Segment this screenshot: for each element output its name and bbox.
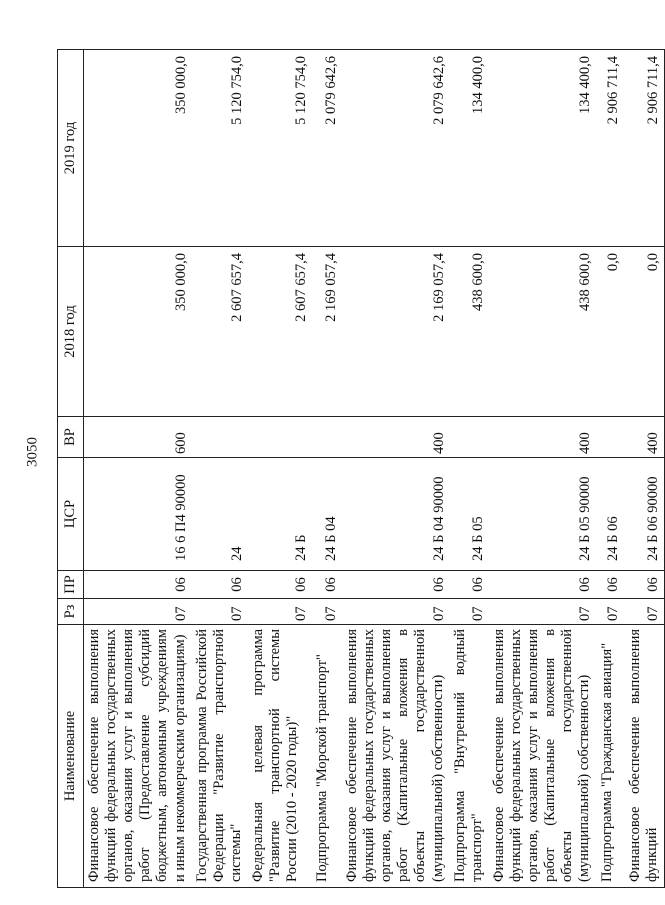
header-rz: Рз: [58, 599, 84, 625]
table-row: [248, 50, 312, 888]
table-row: [342, 50, 450, 888]
row-rz: 07: [342, 599, 450, 625]
row-csr-text: 24 Б 06 90000: [644, 476, 661, 561]
row-2018: 2 169 057,4: [342, 247, 450, 417]
row-vr: 400: [625, 417, 665, 458]
table-header-row: [58, 50, 84, 888]
table-row: [450, 50, 489, 888]
row-csr: [84, 458, 192, 571]
row-csr-text: 24 Б: [292, 534, 309, 561]
row-vr: 400: [342, 417, 450, 458]
table-row: [597, 50, 625, 888]
header-2018: 2018 год: [58, 247, 84, 417]
row-vr: [450, 417, 489, 458]
row-name: Финансовое обеспечение выполнения функций: [625, 625, 665, 888]
row-name: Федеральная целевая программа "Развитие транспортной системы России (2010 - 2020 годы)": [248, 625, 312, 888]
row-pr: 06: [342, 571, 450, 599]
row-pr: 06: [84, 571, 192, 599]
table-row: [312, 50, 342, 888]
row-rz: 07: [312, 599, 342, 625]
row-2019: 134 400,0: [489, 50, 597, 247]
row-rz: 07: [489, 599, 597, 625]
row-csr-text: 24 Б 06: [605, 516, 622, 561]
table-row: [84, 50, 192, 888]
row-2018: 2 169 057,4: [312, 247, 342, 417]
row-name: Подпрограмма "Гражданская авиация": [597, 625, 625, 888]
header-name: Наименование: [58, 625, 84, 888]
table-row: [489, 50, 597, 888]
table-row: [192, 50, 248, 888]
row-2018: 0,0: [597, 247, 625, 417]
row-vr: [192, 417, 248, 458]
page-number: 3050: [24, 437, 41, 467]
row-vr: [248, 417, 312, 458]
row-pr: 06: [450, 571, 489, 599]
row-csr-text: 24 Б 04 90000: [430, 476, 447, 561]
row-2018: 350 000,0: [84, 247, 192, 417]
row-pr: 06: [625, 571, 665, 599]
row-pr: 06: [597, 571, 625, 599]
header-vr: ВР: [58, 417, 84, 458]
row-csr-text: 24 Б 04: [322, 516, 339, 561]
row-csr: [625, 458, 665, 571]
row-2019: 2 906 711,4: [597, 50, 625, 247]
row-csr: [597, 458, 625, 571]
row-vr: 400: [489, 417, 597, 458]
row-csr-text: 24 Б 05 90000: [577, 476, 594, 561]
row-2019: 134 400,0: [450, 50, 489, 247]
row-name: Финансовое обеспечение выполнения функций федеральных государственных органов, оказания услуг и выполнения работ (Предоставление субсидий бюджетным, автономным учреждениям и иным некоммерческим организациям): [84, 625, 192, 888]
row-name: Государственная программа Российской Федерации "Развитие транспортной системы": [192, 625, 248, 888]
row-rz: 07: [597, 599, 625, 625]
row-2018: 0,0: [625, 247, 665, 417]
row-2019: 350 000,0: [84, 50, 192, 247]
row-2019: 2 906 711,4: [625, 50, 665, 247]
row-rz: 07: [450, 599, 489, 625]
row-csr-text: 24 Б 05: [469, 516, 486, 561]
row-csr: [450, 458, 489, 571]
row-rz: 07: [192, 599, 248, 625]
row-csr: [342, 458, 450, 571]
row-rz: 07: [248, 599, 312, 625]
row-name: Подпрограмма "Морской транспорт": [312, 625, 342, 888]
row-2019: 5 120 754,0: [248, 50, 312, 247]
row-csr-text: 16 6 П4 90000: [172, 474, 189, 561]
row-rz: 07: [625, 599, 665, 625]
row-csr: [248, 458, 312, 571]
row-rz: 07: [84, 599, 192, 625]
row-2018: 2 607 657,4: [248, 247, 312, 417]
row-csr: [489, 458, 597, 571]
row-csr: [312, 458, 342, 571]
header-csr: ЦСР: [58, 458, 84, 571]
budget-table: [57, 49, 665, 888]
row-csr: [192, 458, 248, 571]
row-pr: 06: [248, 571, 312, 599]
row-2018: 438 600,0: [489, 247, 597, 417]
row-name: Финансовое обеспечение выполнения функций федеральных государственных органов, оказания услуг и выполнения работ (Капитальные вложения в объекты государственной (муниципальной) собственности): [489, 625, 597, 888]
row-name: Финансовое обеспечение выполнения функций федеральных государственных органов, оказания услуг и выполнения работ (Капитальные вложения в объекты государственной (муниципальной) собственности): [342, 625, 450, 888]
row-vr: 600: [84, 417, 192, 458]
row-2018: 438 600,0: [450, 247, 489, 417]
row-2019: 5 120 754,0: [192, 50, 248, 247]
row-2019: 2 079 642,6: [312, 50, 342, 247]
row-pr: 06: [489, 571, 597, 599]
header-pr: ПР: [58, 571, 84, 599]
row-vr: [597, 417, 625, 458]
row-vr: [312, 417, 342, 458]
row-2018: 2 607 657,4: [192, 247, 248, 417]
row-2019: 2 079 642,6: [342, 50, 450, 247]
row-name: Подпрограмма "Внутренний водный транспорт": [450, 625, 489, 888]
row-csr-text: 24: [228, 546, 245, 561]
row-pr: 06: [192, 571, 248, 599]
header-2019: 2019 год: [58, 50, 84, 247]
row-pr: 06: [312, 571, 342, 599]
table-row: [625, 50, 665, 888]
